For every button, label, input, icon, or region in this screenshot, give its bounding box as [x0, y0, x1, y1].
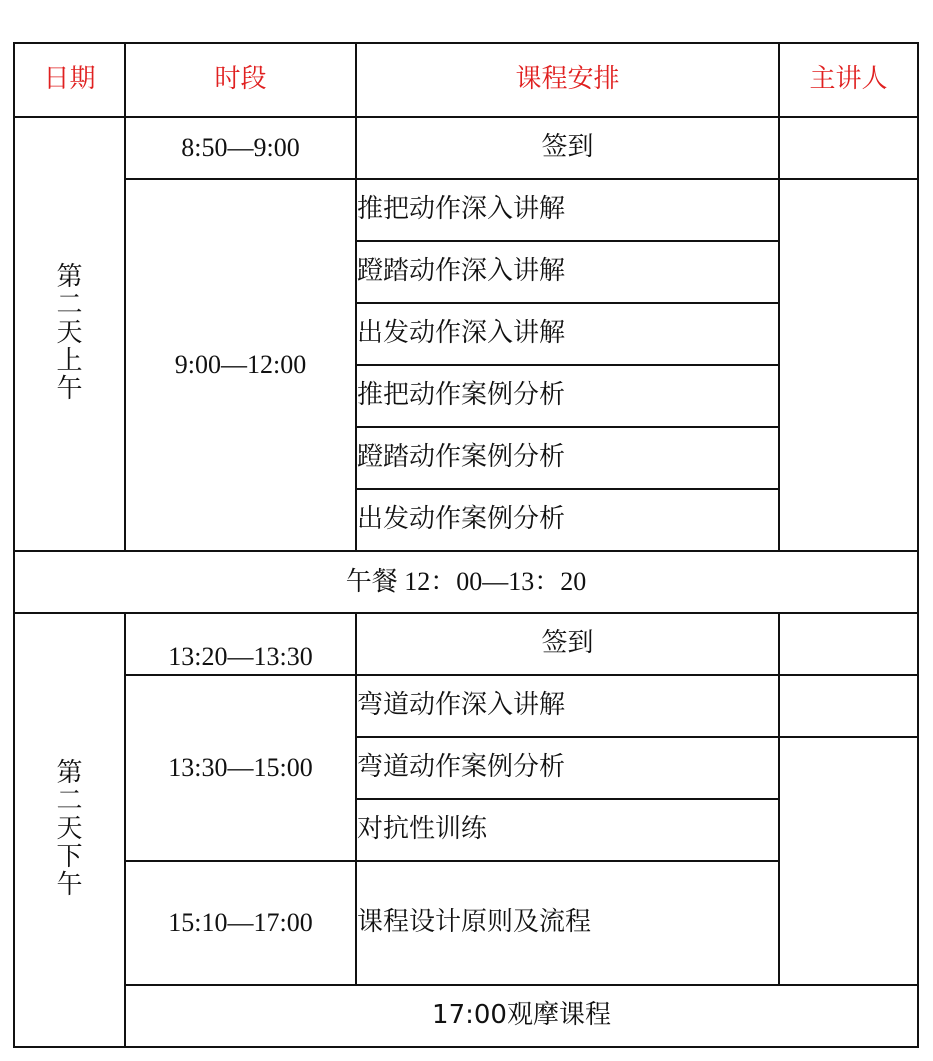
- course-item: 出发动作案例分析: [356, 489, 779, 551]
- lunch-break: 午餐 12：00—13：20: [14, 551, 918, 613]
- course-item: 签到: [356, 613, 779, 675]
- speaker-cell: [779, 117, 918, 179]
- header-row: [14, 43, 918, 117]
- schedule-container: [13, 42, 919, 1048]
- day-label-morning-text: 第二天上午: [56, 261, 83, 405]
- course-item: 出发动作深入讲解: [356, 303, 779, 365]
- time-slot: 13:30—15:00: [125, 675, 356, 861]
- time-slot: 15:10—17:00: [125, 861, 356, 985]
- time-slot: 8:50—9:00: [125, 117, 356, 179]
- table-row: [14, 675, 918, 737]
- day-label-morning: [14, 117, 125, 551]
- header-time: 时段: [125, 43, 356, 117]
- time-slot: 9:00—12:00: [125, 179, 356, 551]
- lunch-row: [14, 551, 918, 613]
- table-row: [14, 613, 918, 675]
- speaker-cell: [779, 737, 918, 985]
- course-item: 对抗性训练: [356, 799, 779, 861]
- course-item: 蹬踏动作案例分析: [356, 427, 779, 489]
- header-date: 日期: [14, 43, 125, 117]
- table-row: [14, 179, 918, 241]
- day-label-afternoon: [14, 613, 125, 1047]
- time-slot: 13:20—13:30: [125, 613, 356, 675]
- speaker-cell: [779, 613, 918, 675]
- table-row: [14, 117, 918, 179]
- course-item: 蹬踏动作深入讲解: [356, 241, 779, 303]
- header-course: 课程安排: [356, 43, 779, 117]
- course-item: 签到: [356, 117, 779, 179]
- course-item: 课程设计原则及流程: [356, 861, 779, 985]
- day-label-afternoon-text: 第二天下午: [56, 757, 83, 901]
- course-item: 弯道动作案例分析: [356, 737, 779, 799]
- observe-row: [14, 985, 918, 1047]
- speaker-cell: [779, 179, 918, 551]
- course-item: 推把动作深入讲解: [356, 179, 779, 241]
- course-item: 推把动作案例分析: [356, 365, 779, 427]
- observe-course: 17:00观摩课程: [125, 985, 918, 1047]
- course-item: 弯道动作深入讲解: [356, 675, 779, 737]
- header-speaker: 主讲人: [779, 43, 918, 117]
- speaker-cell: [779, 675, 918, 737]
- schedule-table: [13, 42, 919, 1048]
